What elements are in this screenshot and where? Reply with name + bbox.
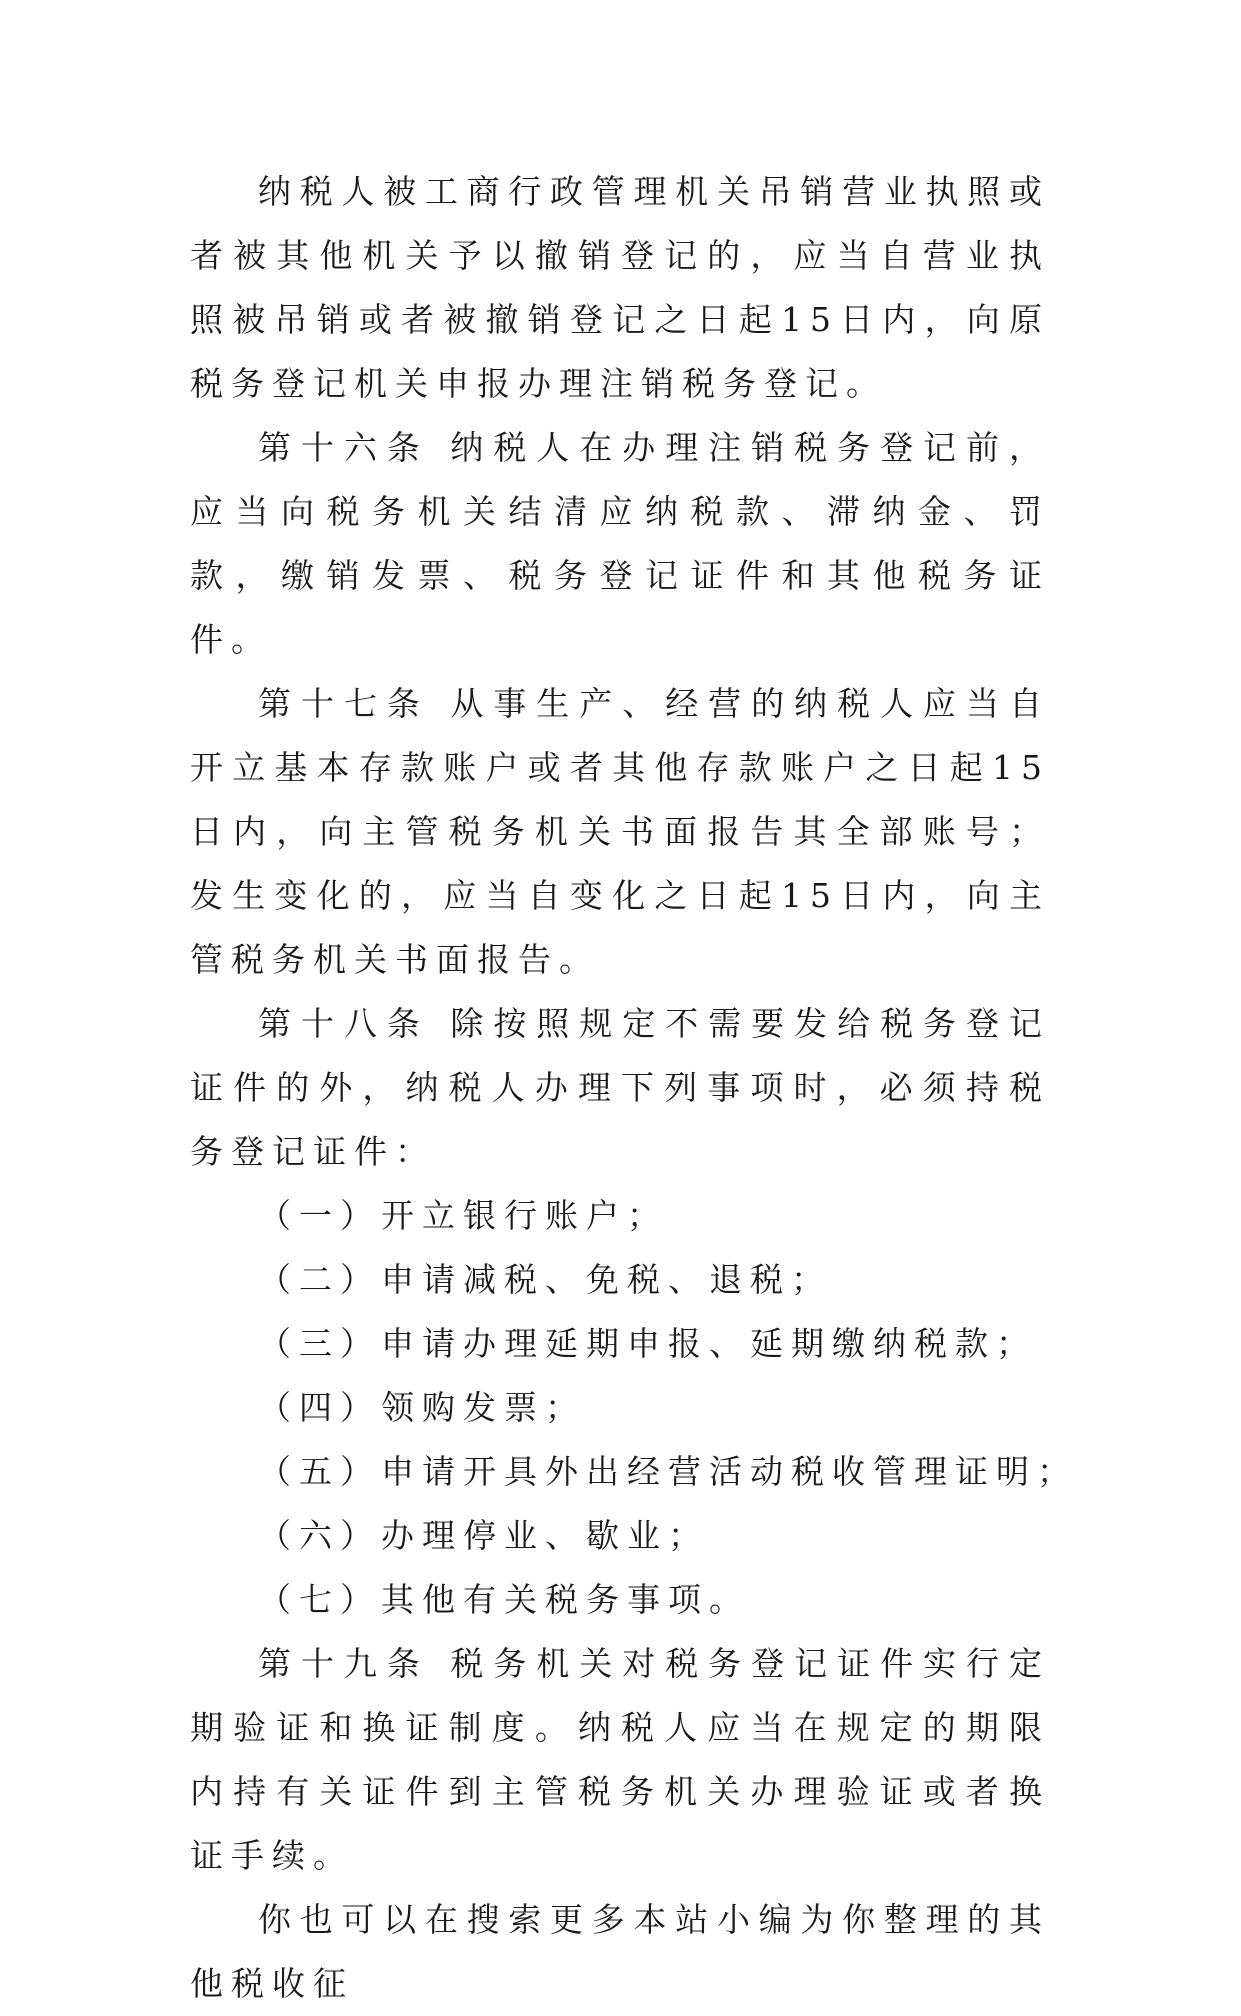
paragraph-deregistration-revocation: 纳税人被工商行政管理机关吊销营业执照或者被其他机关予以撤销登记的，应当自营业执照被吊销或者被撤销登记之日起15日内，向原税务登记机关申报办理注销税务登记。 <box>190 172 1050 403</box>
paragraph-closing-note: 你也可以在搜索更多本站小编为你整理的其他税收征 <box>190 1900 1050 2003</box>
document-body <box>190 160 1078 2016</box>
list-item: （一）开立银行账户； <box>258 1196 668 1235</box>
list-item: （四）领购发票； <box>258 1388 586 1427</box>
list-item: （七）其他有关税务事项。 <box>258 1580 750 1619</box>
paragraph-article-17: 第十七条 从事生产、经营的纳税人应当自开立基本存款账户或者其他存款账户之日起15日内，向主管税务机关书面报告其全部账号；发生变化的，应当自变化之日起15日内，向主管税务机关书面报告。 <box>190 684 1050 979</box>
list-item: （六）办理停业、歇业； <box>258 1516 709 1555</box>
paragraph-article-18: 第十八条 除按照规定不需要发给税务登记证件的外，纳税人办理下列事项时，必须持税务登记证件： <box>190 1004 1050 1171</box>
paragraph-article-19: 第十九条 税务机关对税务登记证件实行定期验证和换证制度。纳税人应当在规定的期限内持有关证件到主管税务机关办理验证或者换证手续。 <box>190 1644 1050 1875</box>
list-item: （三）申请办理延期申报、延期缴纳税款； <box>258 1324 1037 1363</box>
paragraph-article-16: 第十六条 纳税人在办理注销税务登记前，应当向税务机关结清应纳税款、滞纳金、罚款，缴销发票、税务登记证件和其他税务证件。 <box>190 428 1050 659</box>
list-item: （五）申请开具外出经营活动税收管理证明； <box>258 1452 1078 1491</box>
list-item: （二）申请减税、免税、退税； <box>258 1260 832 1299</box>
